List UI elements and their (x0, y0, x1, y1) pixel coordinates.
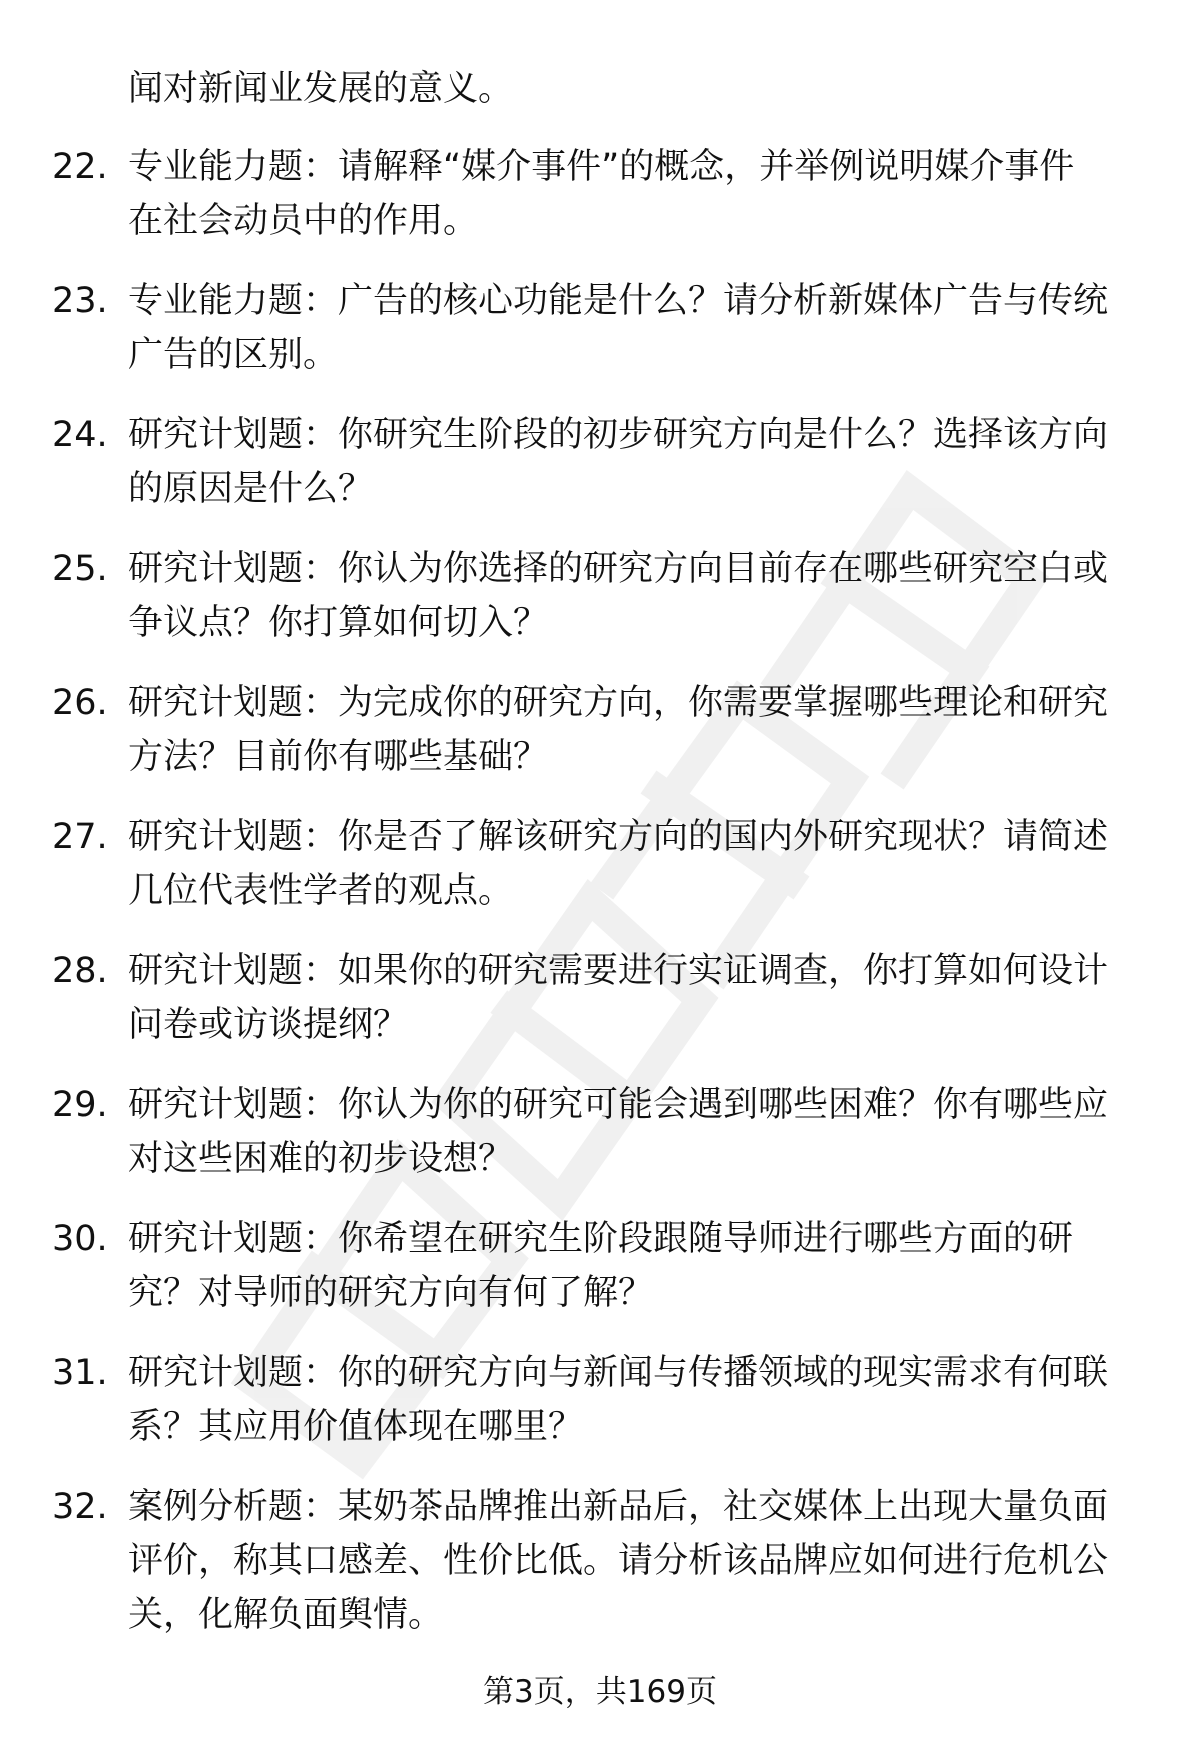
question-line: 研究计划题：你的研究方向与新闻与传播领域的现实需求有何联 (128, 1353, 1109, 1393)
question-number: 32. (52, 1487, 108, 1527)
question-line: 专业能力题：广告的核心功能是什么？请分析新媒体广告与传统 (128, 281, 1109, 321)
question-number: 27. (52, 817, 108, 857)
question-item (0, 408, 1200, 542)
question-line: 关，化解负面舆情。 (128, 1595, 444, 1635)
question-item (0, 1212, 1200, 1346)
question-line: 研究计划题：如果你的研究需要进行实证调查，你打算如何设计 (128, 951, 1109, 991)
question-item (0, 810, 1200, 944)
question-item (0, 274, 1200, 408)
question-list (0, 140, 1200, 1666)
question-item (0, 1346, 1200, 1480)
question-line: 研究计划题：你希望在研究生阶段跟随导师进行哪些方面的研 (128, 1219, 1074, 1259)
question-number: 31. (52, 1353, 108, 1393)
question-text (128, 408, 1138, 516)
question-line: 研究计划题：你认为你选择的研究方向目前存在哪些研究空白或 (128, 549, 1109, 589)
question-line: 研究计划题：你研究生阶段的初步研究方向是什么？选择该方向 (128, 415, 1109, 455)
question-text (128, 676, 1138, 784)
question-text (128, 1346, 1138, 1454)
question-line: 案例分析题：某奶茶品牌推出新品后，社交媒体上出现大量负面 (128, 1487, 1109, 1527)
question-line: 争议点？你打算如何切入？ (128, 603, 549, 643)
question-line: 评价，称其口感差、性价比低。请分析该品牌应如何进行危机公 (128, 1541, 1109, 1581)
question-line: 方法？目前你有哪些基础？ (128, 737, 549, 777)
question-item (0, 676, 1200, 810)
question-text (128, 542, 1138, 650)
question-item (0, 140, 1200, 274)
question-line: 几位代表性学者的观点。 (128, 871, 514, 911)
question-line: 对这些困难的初步设想？ (128, 1139, 514, 1179)
question-number: 29. (52, 1085, 108, 1125)
question-line: 问卷或访谈提纲？ (128, 1005, 409, 1045)
question-item (0, 1480, 1200, 1666)
question-line: 在社会动员中的作用。 (128, 201, 479, 241)
question-line: 研究计划题：你是否了解该研究方向的国内外研究现状？请简述 (128, 817, 1109, 857)
question-text (128, 944, 1138, 1052)
question-text (128, 140, 1138, 248)
question-text (128, 1078, 1138, 1186)
question-number: 28. (52, 951, 108, 991)
question-item (0, 542, 1200, 676)
question-item (0, 944, 1200, 1078)
question-line: 的原因是什么？ (128, 469, 374, 509)
question-number: 25. (52, 549, 108, 589)
previous-question-continuation: 闻对新闻业发展的意义。 (128, 69, 514, 109)
question-number: 22. (52, 147, 108, 187)
question-number: 26. (52, 683, 108, 723)
question-text (128, 1480, 1138, 1642)
question-text (128, 274, 1138, 382)
question-item (0, 1078, 1200, 1212)
question-number: 24. (52, 415, 108, 455)
page-footer (0, 1668, 1200, 1716)
question-line: 研究计划题：你认为你的研究可能会遇到哪些困难？你有哪些应 (128, 1085, 1109, 1125)
question-line: 专业能力题：请解释“媒介事件”的概念，并举例说明媒介事件 (128, 147, 1075, 187)
question-line: 系？其应用价值体现在哪里？ (128, 1407, 584, 1447)
question-line: 究？对导师的研究方向有何了解？ (128, 1273, 654, 1313)
question-text (128, 1212, 1138, 1320)
question-line: 研究计划题：为完成你的研究方向，你需要掌握哪些理论和研究 (128, 683, 1109, 723)
page-counter: 第3页，共169页 (483, 1674, 717, 1710)
question-line: 广告的区别。 (128, 335, 339, 375)
question-text (128, 810, 1138, 918)
question-number: 30. (52, 1219, 108, 1259)
question-number: 23. (52, 281, 108, 321)
